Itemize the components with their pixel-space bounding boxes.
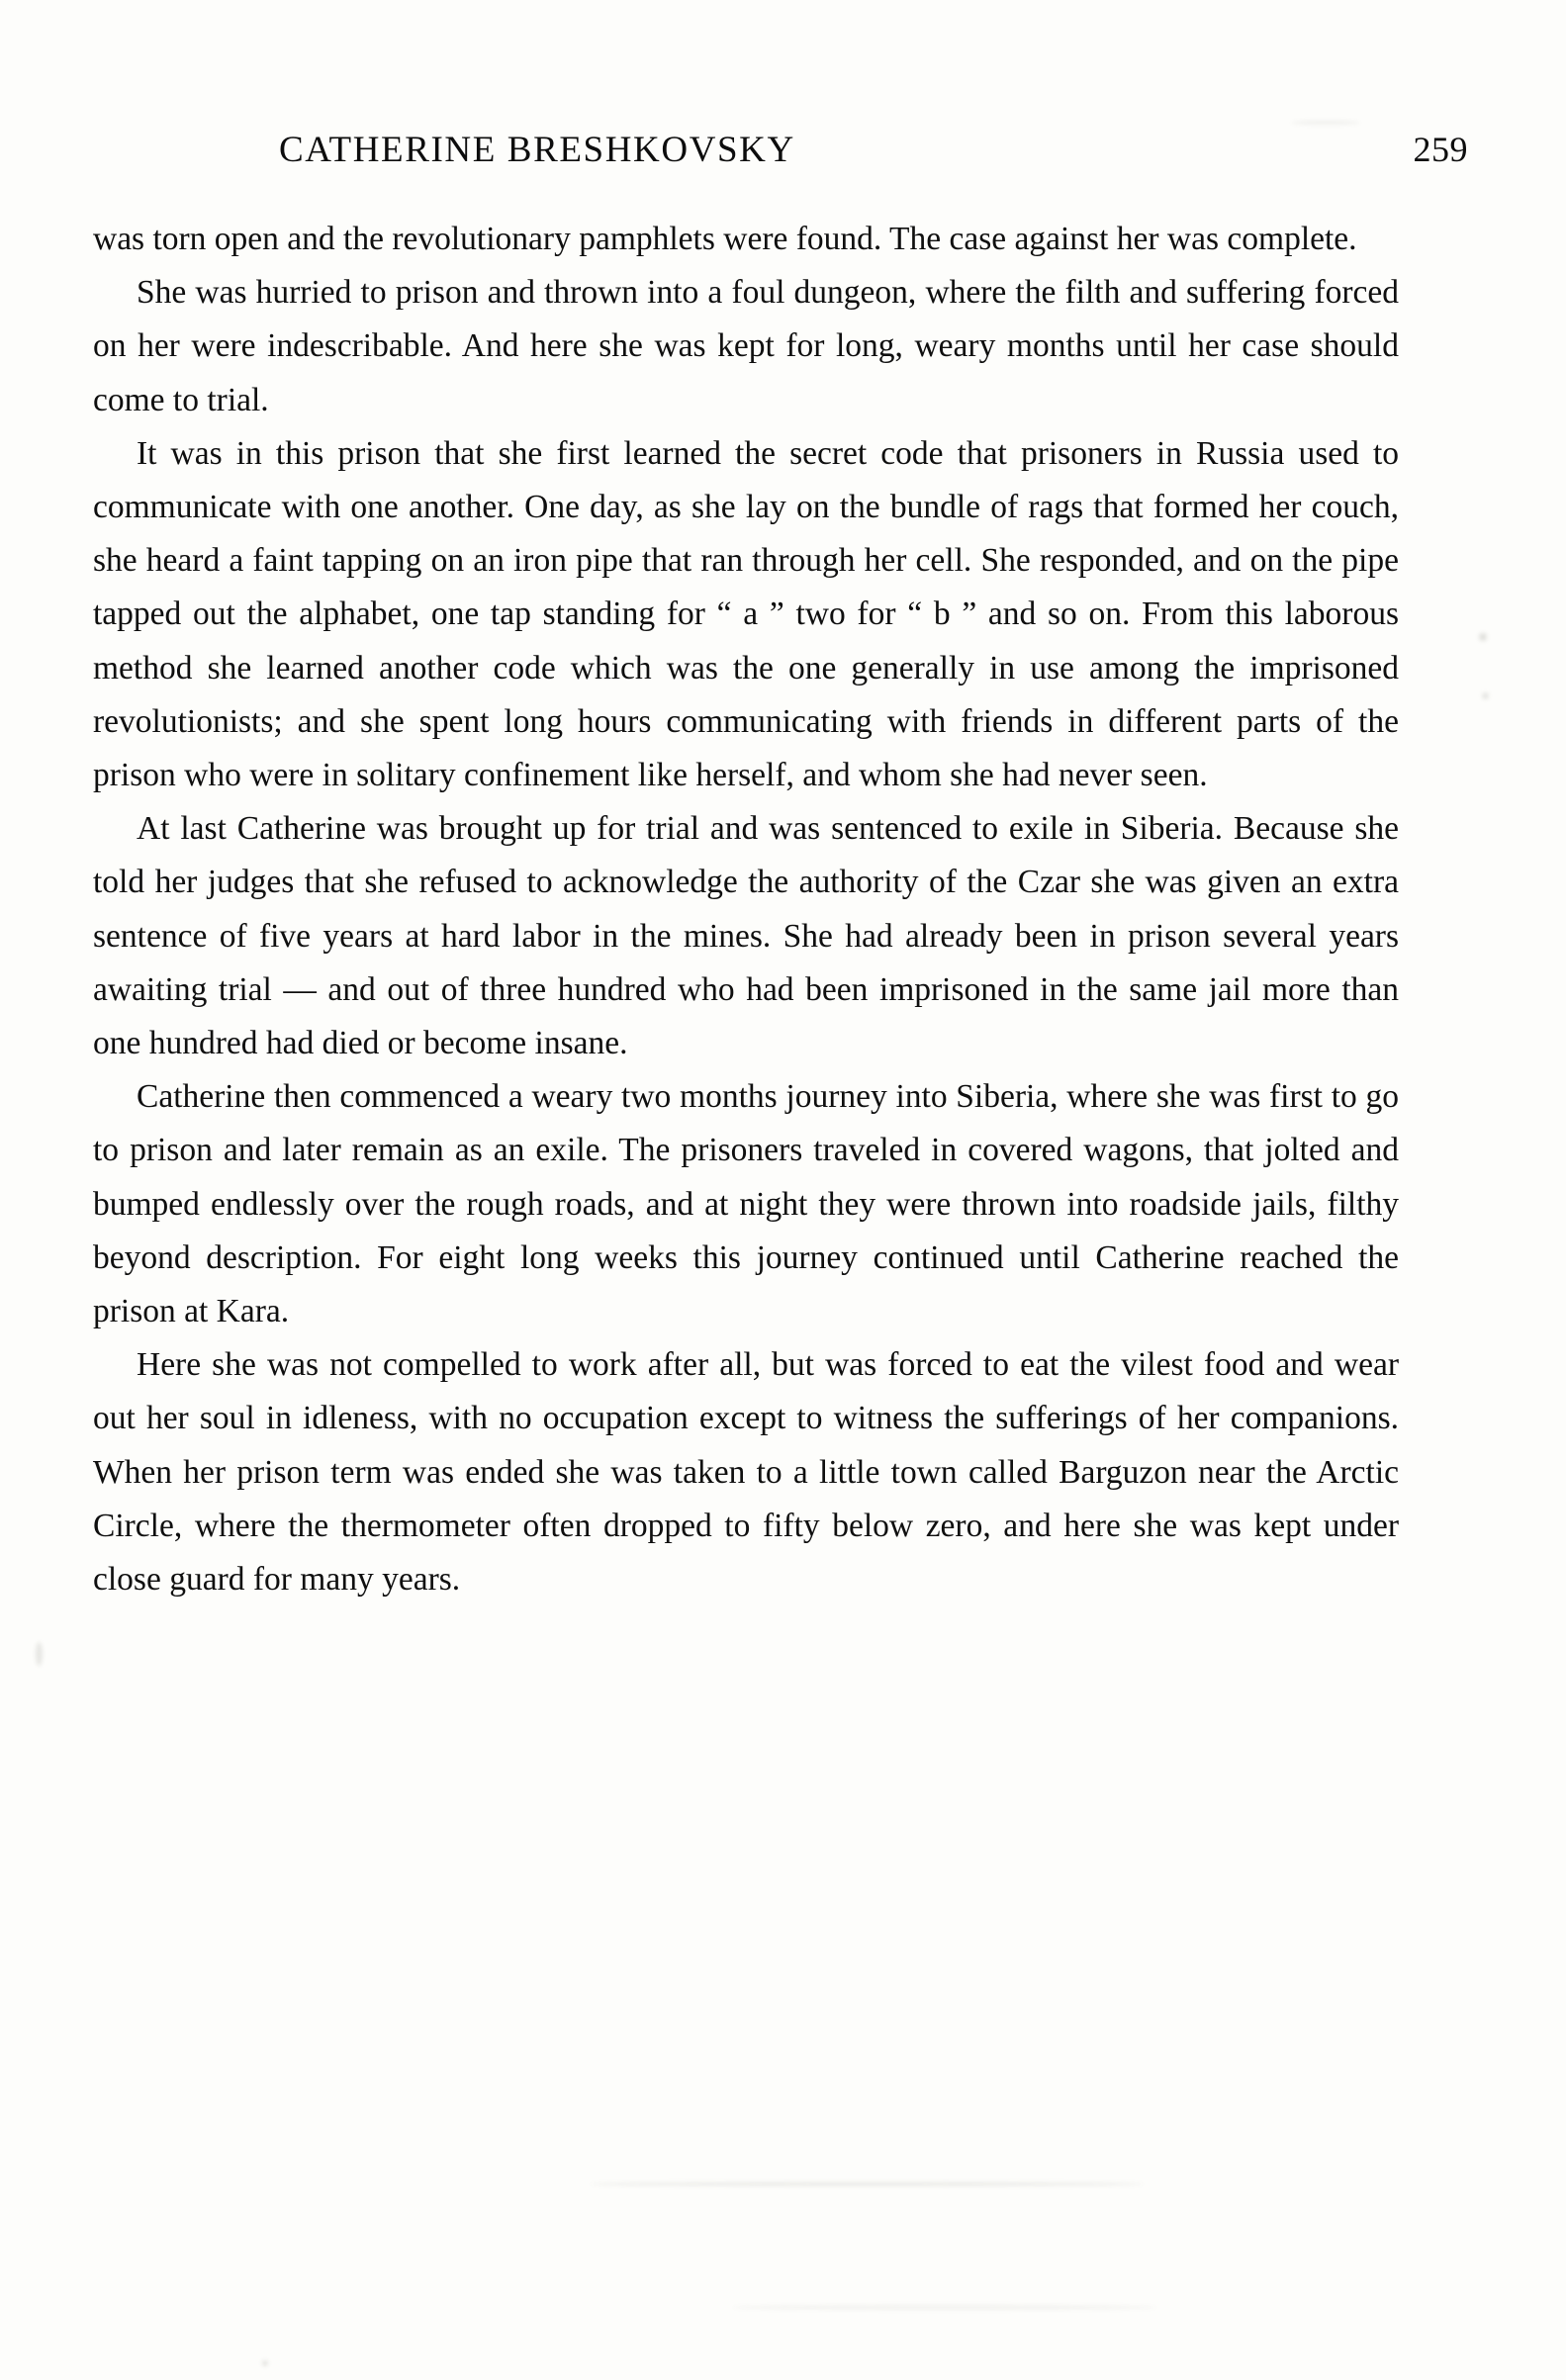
paragraph: It was in this prison that she first learned the secret code that prisoners in Russia used to communicate with one another. One day, as she lay on the bundle of rags that formed her couch, she heard a faint tapping on an iron pipe that ran through her cell. She responded, and on the pipe tapped out the alphabet, one tap standing for “ a ” two for “ b ” and so on. From this laborous method she learned another code which was the one generally in use among the imprisoned revolutionists; and she spent long hours communicating with friends in different parts of the prison who were in solitary confinement like herself, and whom she had never seen. xyxy=(93,434,1399,794)
paper-smudge xyxy=(590,2182,1144,2186)
running-head: CATHERINE BRESHKOVSKY xyxy=(279,130,795,170)
paper-speck xyxy=(36,1642,43,1666)
paragraph: She was hurried to prison and thrown into a foul dungeon, where the filth and suffering forced on her were indescribable. And here she was kept for long, weary months until her case should come to trial. xyxy=(93,274,1399,418)
paper-speck xyxy=(1479,633,1487,641)
paragraph: Here she was not compelled to work after all, but was forced to eat the vilest food and wear out her soul in idleness, with no occupation except to witness the sufferings of her companions. When her prison term was ended she was taken to a little town called Barguzon near the Arctic Circle, where the thermometer often dropped to fifty below zero, and here she was kept under close guard for many years. xyxy=(93,1346,1399,1599)
paper-speck xyxy=(262,2360,268,2366)
page-number: 259 xyxy=(1413,130,1468,169)
paragraph: Catherine then commenced a weary two months journey into Siberia, where she was first to go to prison and later remain as an exile. The prisoners traveled in covered wagons, that jolted and bumped endlessly over the rough roads, and at night they were thrown into roadside jails, filthy beyond description. For eight long weeks this journey continued until Catherine reached the prison at Kara. xyxy=(93,1078,1399,1330)
paper-speck xyxy=(1482,692,1489,699)
paragraph: At last Catherine was brought up for trial and was sentenced to exile in Siberia. Because she told her judges that she refused to acknowledge the authority of the Czar she was given an extra sentence of five years at hard labor in the mines. She had already been in prison several years awaiting trial — and out of three hundred who had been imprisoned in the same jail more than one hundred had died or become insane. xyxy=(93,810,1399,1062)
page-header xyxy=(91,129,1476,171)
paper-smudge xyxy=(732,2305,1157,2310)
paragraph: was torn open and the revolutionary pamphlets were found. The case against her was complete. xyxy=(93,221,1357,257)
body-text xyxy=(93,213,1399,1606)
paper-smudge xyxy=(1291,121,1360,125)
page-content xyxy=(91,129,1476,1606)
